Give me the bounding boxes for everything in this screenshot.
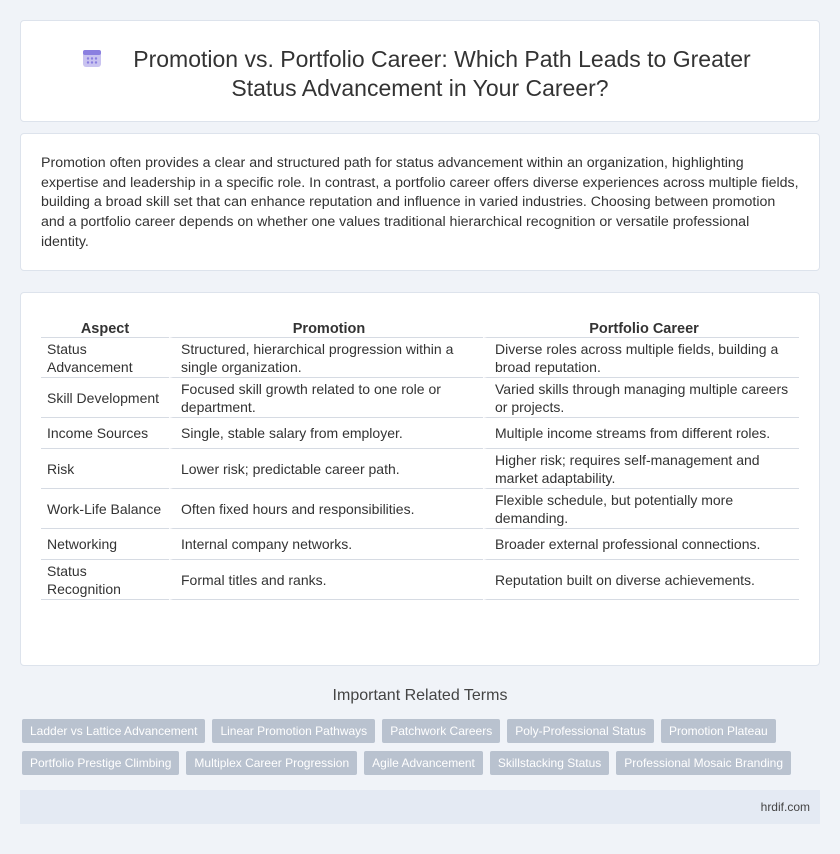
table-row xyxy=(41,449,799,489)
comparison-table-card xyxy=(20,292,820,666)
page-title xyxy=(21,45,819,103)
footer-site-link[interactable]: hrdif.com xyxy=(760,800,810,814)
table-cell: Lower risk; predictable career path. xyxy=(169,449,483,489)
table-cell: Formal titles and ranks. xyxy=(169,560,483,600)
tag-row xyxy=(22,751,802,775)
table-cell: Broader external professional connections. xyxy=(483,529,799,560)
tag-patchwork-careers[interactable]: Patchwork Careers xyxy=(382,719,500,743)
tag-portfolio-prestige[interactable]: Portfolio Prestige Climbing xyxy=(22,751,179,775)
tag-agile-advancement[interactable]: Agile Advancement xyxy=(364,751,483,775)
table-row xyxy=(41,489,799,529)
table-cell: Skill Development xyxy=(41,378,169,418)
tag-linear-promotion[interactable]: Linear Promotion Pathways xyxy=(212,719,375,743)
table-cell: Reputation built on diverse achievements. xyxy=(483,560,799,600)
table-cell: Structured, hierarchical progression within a single organization. xyxy=(169,338,483,378)
table-cell: Internal company networks. xyxy=(169,529,483,560)
table-cell: Diverse roles across multiple fields, building a broad reputation. xyxy=(483,338,799,378)
table-cell: Risk xyxy=(41,449,169,489)
table-cell: Status Advancement xyxy=(41,338,169,378)
table-cell: Work-Life Balance xyxy=(41,489,169,529)
tag-row xyxy=(22,719,802,743)
header-aspect: Aspect xyxy=(41,316,169,338)
table-cell: Varied skills through managing multiple careers or projects. xyxy=(483,378,799,418)
tag-multiplex-career[interactable]: Multiplex Career Progression xyxy=(186,751,357,775)
header-portfolio-career: Portfolio Career xyxy=(483,316,799,338)
table-row xyxy=(41,560,799,600)
intro-paragraph: Promotion often provides a clear and structured path for status advancement within an organization, highlighting expertise and leadership in a specific role. In contrast, a portfolio career offers diverse experiences across multiple fields, building a broad skill set that can enhance reputation and influence in varied industries. Choosing between promotion and a portfolio career depends on whether one values traditional hierarchical recognition or versatile professional identity. xyxy=(41,155,799,250)
footer xyxy=(20,790,820,824)
tag-professional-mosaic[interactable]: Professional Mosaic Branding xyxy=(616,751,791,775)
comparison-table xyxy=(41,316,799,600)
table-row xyxy=(41,378,799,418)
page-title-line-2: Status Advancement in Your Career? xyxy=(231,75,609,101)
header-card xyxy=(20,20,820,122)
page-title-line-1: Promotion vs. Portfolio Career: Which Path Leads to Greater xyxy=(133,46,751,72)
related-terms-title: Important Related Terms xyxy=(332,687,508,704)
tag-poly-professional[interactable]: Poly-Professional Status xyxy=(507,719,654,743)
table-row xyxy=(41,418,799,449)
table-cell: Often fixed hours and responsibilities. xyxy=(169,489,483,529)
header-promotion: Promotion xyxy=(169,316,483,338)
table-cell: Multiple income streams from different roles. xyxy=(483,418,799,449)
table-header-row xyxy=(41,316,799,338)
tag-promotion-plateau[interactable]: Promotion Plateau xyxy=(661,719,776,743)
tag-ladder-vs-lattice[interactable]: Ladder vs Lattice Advancement xyxy=(22,719,205,743)
table-cell: Income Sources xyxy=(41,418,169,449)
table-cell: Networking xyxy=(41,529,169,560)
table-row xyxy=(41,338,799,378)
table-row xyxy=(41,529,799,560)
tag-skillstacking-status[interactable]: Skillstacking Status xyxy=(490,751,609,775)
table-cell: Status Recognition xyxy=(41,560,169,600)
related-terms-tags xyxy=(22,719,802,783)
table-cell: Flexible schedule, but potentially more demanding. xyxy=(483,489,799,529)
table-cell: Higher risk; requires self-management and market adaptability. xyxy=(483,449,799,489)
table-cell: Focused skill growth related to one role or department. xyxy=(169,378,483,418)
intro-card xyxy=(20,133,820,271)
table-cell: Single, stable salary from employer. xyxy=(169,418,483,449)
